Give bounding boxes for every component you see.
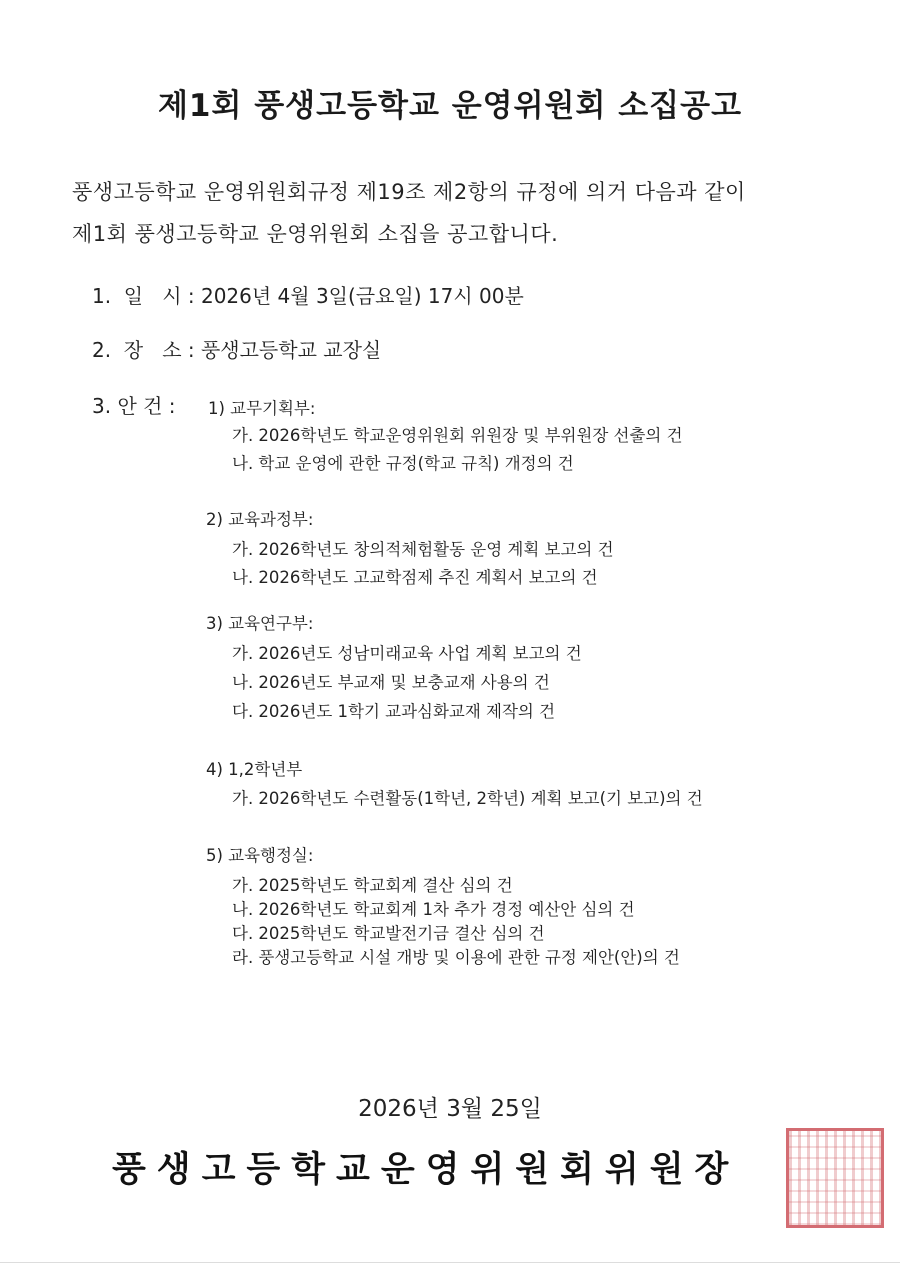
agenda-heading: 4) 1,2학년부 — [206, 760, 303, 779]
agenda-entry: 가. 2025학년도 학교회계 결산 심의 건 — [232, 876, 513, 895]
agenda-heading: 2) 교육과정부: — [206, 510, 314, 529]
agenda-entry: 나. 2026년도 부교재 및 보충교재 사용의 건 — [232, 673, 550, 692]
agenda-entry: 나. 학교 운영에 관한 규정(학교 규칙) 개정의 건 — [232, 454, 574, 473]
item-value: 풍생고등학교 교장실 — [200, 338, 382, 362]
scan-edge-divider — [0, 1262, 900, 1263]
intro-line-2: 제1회 풍생고등학교 운영위원회 소집을 공고합니다. — [72, 222, 559, 246]
document-date: 2026년 3월 25일 — [358, 1096, 542, 1122]
item-label: 1. 일 시 : — [92, 284, 195, 308]
agenda-entry: 가. 2026학년도 수련활동(1학년, 2학년) 계획 보고(기 보고)의 건 — [232, 789, 703, 808]
document-title: 제1회 풍생고등학교 운영위원회 소집공고 — [157, 88, 743, 124]
agenda-entry: 나. 2026학년도 학교회계 1차 추가 경정 예산안 심의 건 — [232, 900, 635, 919]
agenda-entry: 라. 풍생고등학교 시설 개방 및 이용에 관한 규정 제안(안)의 건 — [232, 948, 680, 967]
intro-line-1: 풍생고등학교 운영위원회규정 제19조 제2항의 규정에 의거 다음과 같이 — [72, 180, 746, 204]
signature: 풍생고등학교운영위원회위원장 — [112, 1150, 740, 1190]
item-label: 2. 장 소 : — [92, 338, 195, 362]
agenda-entry: 가. 2026학년도 학교운영위원회 위원장 및 부위원장 선출의 건 — [232, 426, 683, 445]
agenda-heading: 1) 교무기획부: — [208, 399, 316, 418]
agenda-entry: 가. 2026학년도 창의적체험활동 운영 계획 보고의 건 — [232, 540, 614, 559]
item-value: 2026년 4월 3일(금요일) 17시 00분 — [200, 284, 524, 308]
item-place — [92, 334, 381, 363]
agenda-entry: 다. 2025학년도 학교발전기금 결산 심의 건 — [232, 924, 545, 943]
official-seal-stamp — [786, 1128, 884, 1228]
item-agenda: 3. 안 건 : — [92, 394, 176, 418]
agenda-entry: 다. 2026년도 1학기 교과심화교재 제작의 건 — [232, 702, 556, 721]
agenda-entry: 나. 2026학년도 고교학점제 추진 계획서 보고의 건 — [232, 568, 598, 587]
agenda-heading: 3) 교육연구부: — [206, 614, 314, 633]
item-datetime — [92, 280, 524, 309]
agenda-heading: 5) 교육행정실: — [206, 846, 314, 865]
agenda-entry: 가. 2026년도 성남미래교육 사업 계획 보고의 건 — [232, 644, 582, 663]
